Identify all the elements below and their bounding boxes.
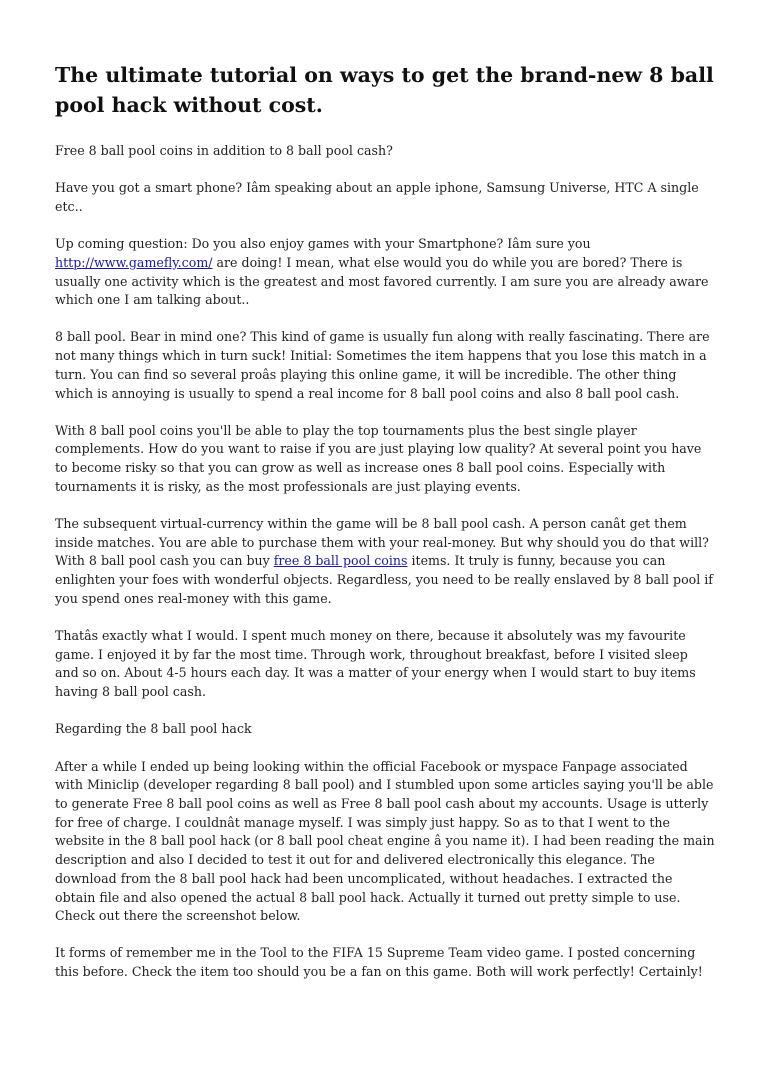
section-heading-hack: Regarding the 8 ball pool hack <box>55 721 252 737</box>
gamefly-link[interactable]: http://www.gamefly.com/ <box>55 254 213 270</box>
paragraph-text: items. It truly is funny, because you can enlighten your foes with wonderful objects. Regardless, you need to be really enslaved by 8 ball pool if you spend ones real-money with this game. <box>55 553 713 606</box>
paragraph-8-ball-pool: 8 ball pool. Bear in mind one? This kind of game is usually fun along with really fascinating. There are not many things which in turn suck! Initial: Sometimes the item happens that you lose this match in a turn. You can find so several proâs playing this online game, it will be incredible. The other thing which is annoying is usually to spend a real income for 8 ball pool coins and also 8 ball pool cash. <box>55 329 710 401</box>
paragraph-fifa: It forms of remember me in the Tool to the FIFA 15 Supreme Team video game. I posted concerning this before. Check the item too should you be a fan on this game. Both will work perfectly! Certainly! <box>55 945 703 980</box>
paragraph-hack-story: After a while I ended up being looking within the official Facebook or myspace Fanpage associated with Miniclip (developer regarding 8 ball pool) and I stumbled upon some articles saying you'll be able to generate Free 8 ball pool coins as well as Free 8 ball pool cash about my accounts. Usage is utterly for free of charge. I couldnât manage myself. I was simply just happy. So as to that I went to the website in the 8 ball pool hack (or 8 ball pool cheat engine â you name it). I had been reading the main description and also I decided to test it out for and delivered electronically this elegance. The download from the 8 ball pool hack had been uncomplicated, without headaches. I extracted the obtain file and also opened the actual 8 ball pool hack. Actually it turned out pretty simple to use. Check out there the screenshot below. <box>55 758 715 924</box>
free-coins-link[interactable]: free 8 ball pool coins <box>273 553 408 569</box>
document-title: The ultimate tutorial on ways to get the brand-new 8 ball pool hack without cost. <box>55 63 714 117</box>
paragraph-text: Up coming question: Do you also enjoy games with your Smartphone? Iâm sure you <box>55 236 591 252</box>
paragraph-coins: With 8 ball pool coins you'll be able to play the top tournaments plus the best single player complements. How do you want to raise if you are just playing low quality? At several point you have to become risky so that you can grow as well as increase ones 8 ball pool coins. Especially with tournaments it is risky, as the most professionals are just playing events. <box>55 422 702 494</box>
paragraph-smartphone: Have you got a smart phone? Iâm speaking about an apple iphone, Samsung Universe, HTC A single etc.. <box>55 180 699 214</box>
paragraph-cash <box>55 515 715 609</box>
paragraph-intro-question: Free 8 ball pool coins in addition to 8 ball pool cash? <box>55 143 393 158</box>
paragraph-games-question <box>55 235 715 310</box>
paragraph-text: are doing! I mean, what else would you do while you are bored? There is usually one activity which is the greatest and most favored currently. I am sure you are already aware which one I am talking about.. <box>55 254 709 308</box>
document-page <box>55 60 715 1000</box>
paragraph-spending: Thatâs exactly what I would. I spent much money on there, because it absolutely was my favourite game. I enjoyed it by far the most time. Through work, throughout breakfast, before I visited sleep and so on. About 4-5 hours each day. It was a matter of your energy when I would start to buy items having 8 ball pool cash. <box>55 628 696 700</box>
paragraph-text: The subsequent virtual-currency within the game will be 8 ball pool cash. A person canât get them inside matches. You are able to purchase them with your real-money. But why should you do that will? With 8 ball pool cash you can buy <box>55 516 709 569</box>
